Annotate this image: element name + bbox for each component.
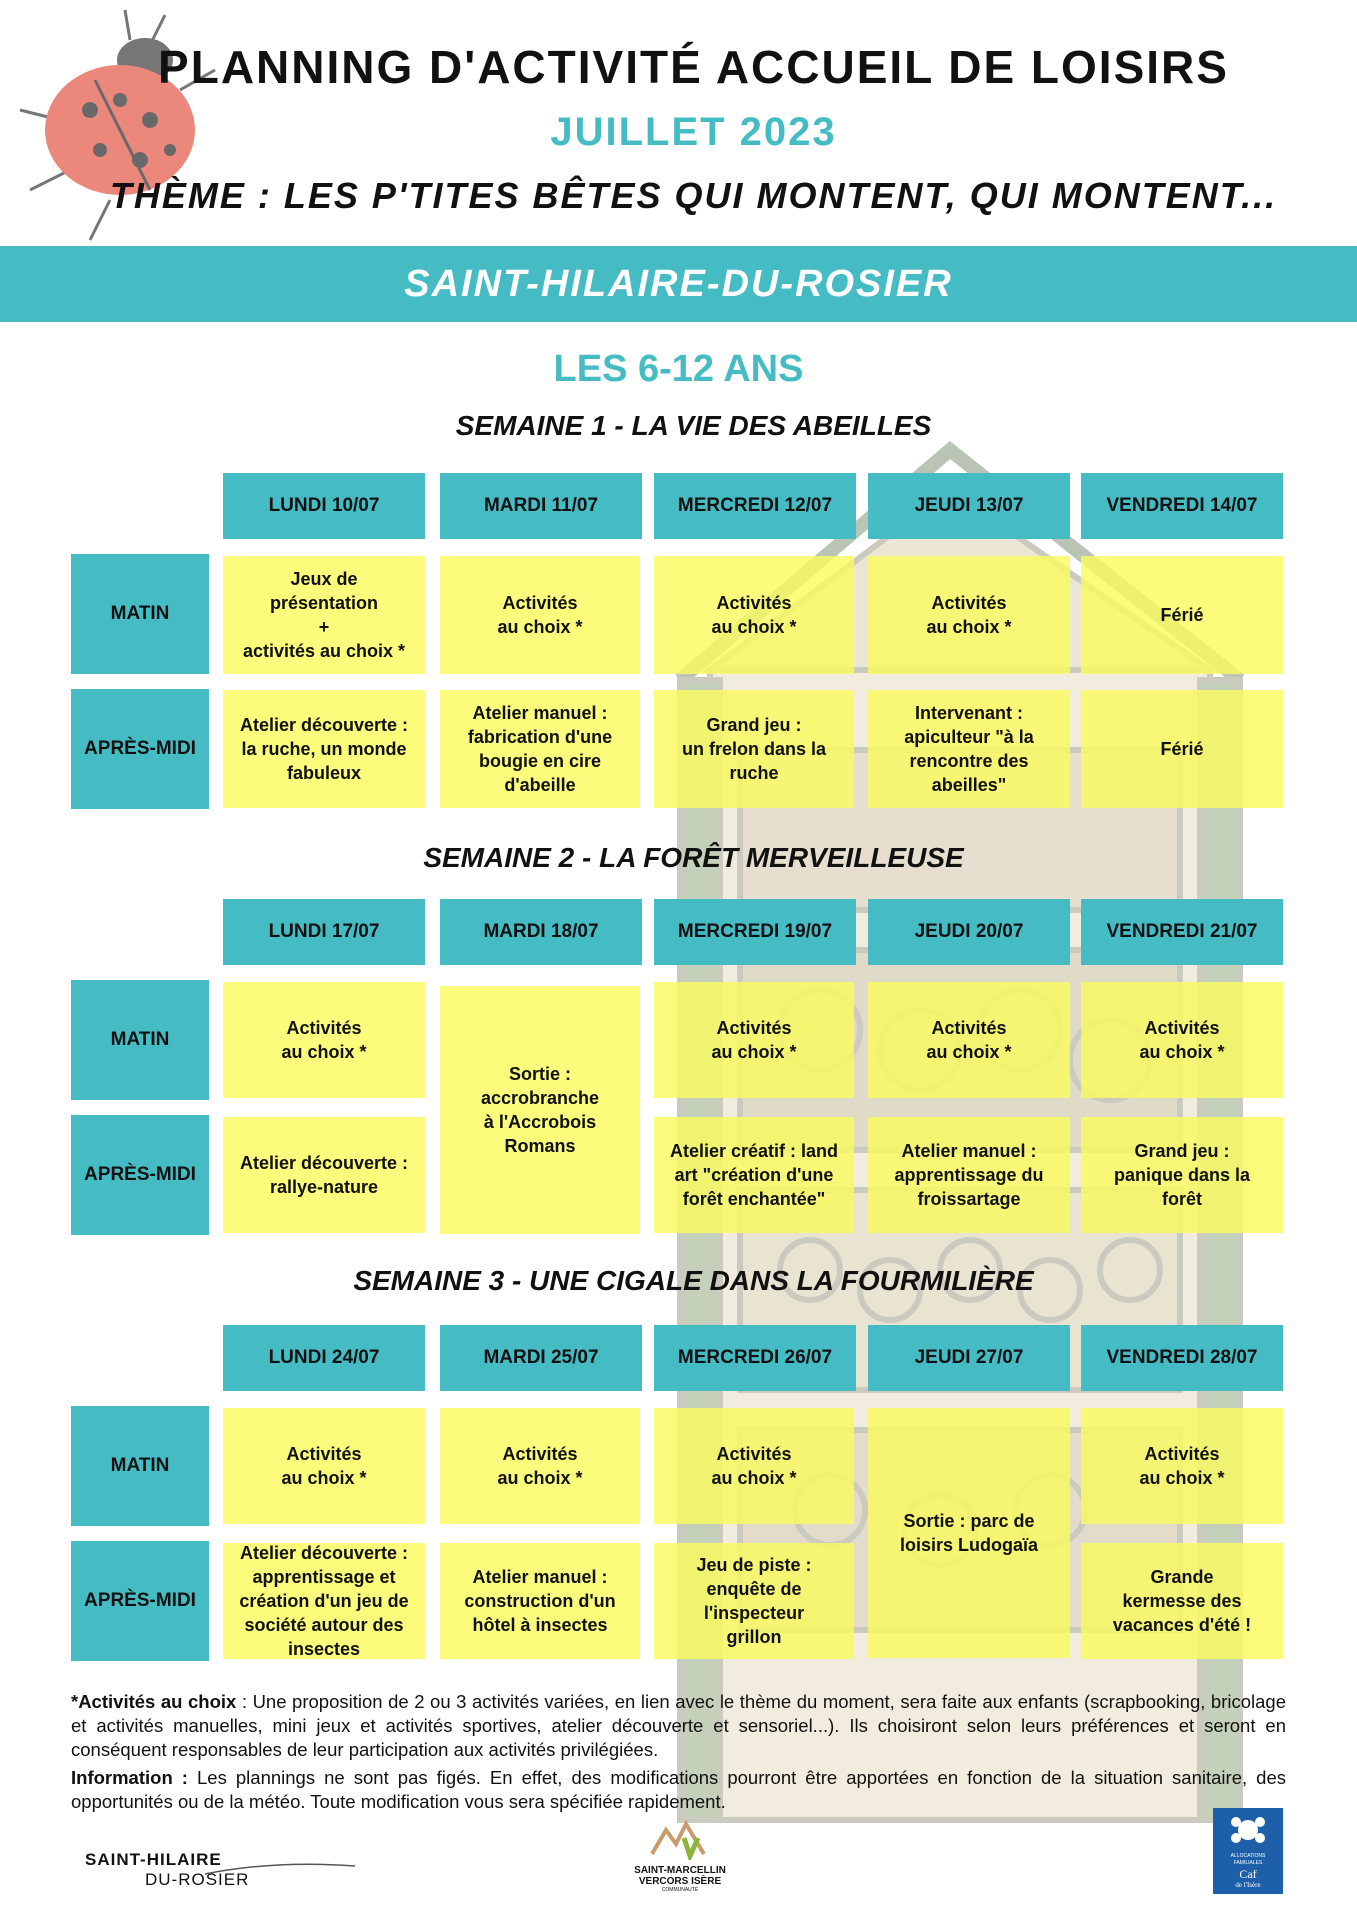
activity-cell: Activités au choix * bbox=[654, 982, 854, 1098]
day-header: JEUDI 27/07 bbox=[868, 1325, 1070, 1391]
page-month: JUILLET 2023 bbox=[550, 110, 837, 154]
activity-cell: Atelier découverte : la ruche, un monde fabuleux bbox=[223, 690, 425, 808]
activity-cell: Atelier manuel : construction d'un hôtel à insectes bbox=[440, 1543, 640, 1659]
logo-line: VERCORS ISÈRE bbox=[638, 1876, 722, 1887]
activity-cell: Grand jeu : un frelon dans la ruche bbox=[654, 690, 854, 808]
row-label-afternoon: APRÈS-MIDI bbox=[71, 689, 209, 809]
note-label: Information : bbox=[71, 1767, 188, 1788]
day-header: VENDREDI 28/07 bbox=[1081, 1325, 1283, 1391]
logo-caf bbox=[1213, 1808, 1283, 1894]
logo-line: Caf bbox=[1239, 1867, 1257, 1881]
day-header: LUNDI 17/07 bbox=[223, 899, 425, 965]
day-header: MERCREDI 19/07 bbox=[654, 899, 856, 965]
logo-line: SAINT-HILAIRE bbox=[85, 1850, 222, 1869]
logo-line: FAMILIALES bbox=[1233, 1860, 1263, 1866]
note-text: : Une proposition de 2 ou 3 activités variées, en lien avec le thème du moment, sera faite aux enfants (scrapbooking, bricolage et activités manuelles, mini jeux et activités sportives, atelier découverte et sensoriel...). Ils choisiront selon leurs préférences et seront en conséquent responsables de leur participation aux activités privilégiées. bbox=[71, 1691, 1286, 1760]
note-activities-choice bbox=[71, 1690, 1286, 1762]
mountain-icon bbox=[650, 1818, 710, 1860]
activity-cell: Activités au choix * bbox=[1081, 1408, 1283, 1524]
day-header: VENDREDI 21/07 bbox=[1081, 899, 1283, 965]
activity-cell: Atelier manuel : fabrication d'une bougie en cire d'abeille bbox=[440, 690, 640, 808]
activity-cell: Activités au choix * bbox=[654, 1408, 854, 1524]
day-header: JEUDI 13/07 bbox=[868, 473, 1070, 539]
week-title: SEMAINE 2 - LA FORÊT MERVEILLEUSE bbox=[423, 842, 964, 873]
age-group: LES 6-12 ANS bbox=[553, 348, 804, 390]
activity-cell: Atelier créatif : land art "création d'une forêt enchantée" bbox=[654, 1117, 854, 1233]
activity-cell: Atelier découverte : apprentissage et création d'un jeu de société autour des insectes bbox=[223, 1543, 425, 1659]
day-header: MARDI 25/07 bbox=[440, 1325, 642, 1391]
day-header: MARDI 18/07 bbox=[440, 899, 642, 965]
logo-line: SAINT-MARCELLIN bbox=[634, 1865, 726, 1876]
logo-saint-marcellin bbox=[620, 1818, 740, 1893]
activity-cell: Jeux de présentation + activités au choix * bbox=[223, 556, 425, 674]
activity-cell: Jeu de piste : enquête de l'inspecteur grillon bbox=[654, 1543, 854, 1659]
note-label: *Activités au choix bbox=[71, 1691, 237, 1712]
activity-cell: Activités au choix * bbox=[868, 556, 1070, 674]
day-header: LUNDI 10/07 bbox=[223, 473, 425, 539]
activity-cell: Activités au choix * bbox=[1081, 982, 1283, 1098]
row-label-afternoon: APRÈS-MIDI bbox=[71, 1541, 209, 1661]
page-theme: THÈME : LES P'TITES BÊTES QUI MONTENT, QUI MONTENT... bbox=[109, 175, 1278, 216]
logo-line: COMMUNAUTÉ bbox=[661, 1887, 699, 1893]
week-title: SEMAINE 1 - LA VIE DES ABEILLES bbox=[455, 410, 932, 441]
day-header: MERCREDI 26/07 bbox=[654, 1325, 856, 1391]
town-banner: SAINT-HILAIRE-DU-ROSIER bbox=[0, 246, 1357, 322]
logo-line: de l'Isère bbox=[1235, 1881, 1261, 1889]
activity-cell: Sortie : accrobranche à l'Accrobois Romans bbox=[440, 986, 640, 1234]
activity-cell: Sortie : parc de loisirs Ludogaïa bbox=[868, 1408, 1070, 1658]
family-icon bbox=[1228, 1812, 1268, 1848]
activity-cell: Activités au choix * bbox=[223, 1408, 425, 1524]
day-header: MARDI 11/07 bbox=[440, 473, 642, 539]
activity-cell: Férié bbox=[1081, 556, 1283, 674]
activity-cell: Férié bbox=[1081, 690, 1283, 808]
week-title: SEMAINE 3 - UNE CIGALE DANS LA FOURMILIÈRE bbox=[353, 1265, 1034, 1296]
day-header: MERCREDI 12/07 bbox=[654, 473, 856, 539]
note-information bbox=[71, 1766, 1286, 1814]
activity-cell: Intervenant : apiculteur "à la rencontre des abeilles" bbox=[868, 690, 1070, 808]
row-label-morning: MATIN bbox=[71, 554, 209, 674]
row-label-morning: MATIN bbox=[71, 980, 209, 1100]
logo-line: ALLOCATIONS bbox=[1230, 1853, 1266, 1859]
page-title: PLANNING D'ACTIVITÉ ACCUEIL DE LOISIRS bbox=[158, 41, 1229, 93]
logo-line: DU-ROSIER bbox=[145, 1870, 250, 1889]
note-text: Les plannings ne sont pas figés. En effet, des modifications pourront être apportées en fonction de la situation sanitaire, des opportunités ou de la météo. Toute modification vous sera spécifiée rapidement. bbox=[71, 1767, 1286, 1812]
activity-cell: Activités au choix * bbox=[868, 982, 1070, 1098]
row-label-afternoon: APRÈS-MIDI bbox=[71, 1115, 209, 1235]
row-label-morning: MATIN bbox=[71, 1406, 209, 1526]
day-header: JEUDI 20/07 bbox=[868, 899, 1070, 965]
activity-cell: Activités au choix * bbox=[223, 982, 425, 1098]
activity-cell: Activités au choix * bbox=[654, 556, 854, 674]
activity-cell: Grand jeu : panique dans la forêt bbox=[1081, 1117, 1283, 1233]
activity-cell: Activités au choix * bbox=[440, 1408, 640, 1524]
activity-cell: Grande kermesse des vacances d'été ! bbox=[1081, 1543, 1283, 1659]
logo-saint-hilaire bbox=[85, 1850, 249, 1890]
activity-cell: Atelier découverte : rallye-nature bbox=[223, 1117, 425, 1233]
activity-cell: Activités au choix * bbox=[440, 556, 640, 674]
activity-cell: Atelier manuel : apprentissage du froissartage bbox=[868, 1117, 1070, 1233]
day-header: VENDREDI 14/07 bbox=[1081, 473, 1283, 539]
day-header: LUNDI 24/07 bbox=[223, 1325, 425, 1391]
